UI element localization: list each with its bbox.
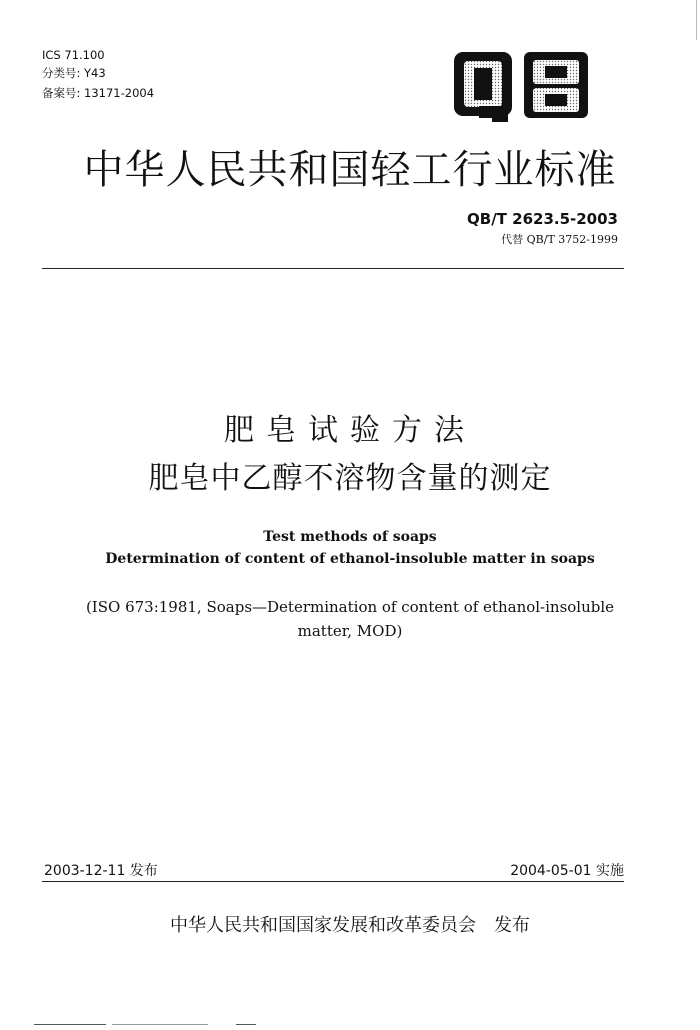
qb-logo	[452, 48, 592, 126]
footer-rule	[42, 881, 624, 882]
issue-date: 2003-12-11 发布	[44, 863, 158, 879]
iso-reference-line1: (ISO 673:1981, Soaps—Determination of content of ethanol-insoluble	[85, 598, 615, 616]
standard-title: 中华人民共和国轻工行业标准	[83, 147, 617, 193]
chinese-title-line1: 肥皂试验方法	[224, 413, 476, 448]
classification-number: 分类号: Y43	[42, 66, 106, 80]
scan-artifact	[236, 1024, 256, 1025]
ics-code: ICS 71.100	[42, 48, 105, 62]
english-title-line1: Test methods of soaps	[263, 529, 437, 545]
issuer-name: 中华人民共和国国家发展和改革委员会	[170, 915, 476, 936]
issuing-authority	[0, 914, 700, 938]
implementation-date: 2004-05-01 实施	[510, 863, 624, 879]
issuer-action: 发布	[494, 915, 530, 936]
scan-artifact	[112, 1024, 208, 1025]
english-title-line2: Determination of content of ethanol-insoluble matter in soaps	[105, 551, 595, 567]
header-rule	[42, 268, 624, 269]
scan-artifact	[34, 1024, 106, 1025]
chinese-title-line2: 肥皂中乙醇不溶物含量的测定	[148, 461, 552, 496]
filing-number: 备案号: 13171-2004	[42, 86, 155, 100]
iso-reference-line2: matter, MOD)	[297, 622, 403, 640]
standard-code: QB/T 2623.5-2003	[467, 210, 618, 228]
scan-edge	[696, 0, 697, 40]
replaced-standard: 代替 QB/T 3752-1999	[501, 233, 618, 246]
